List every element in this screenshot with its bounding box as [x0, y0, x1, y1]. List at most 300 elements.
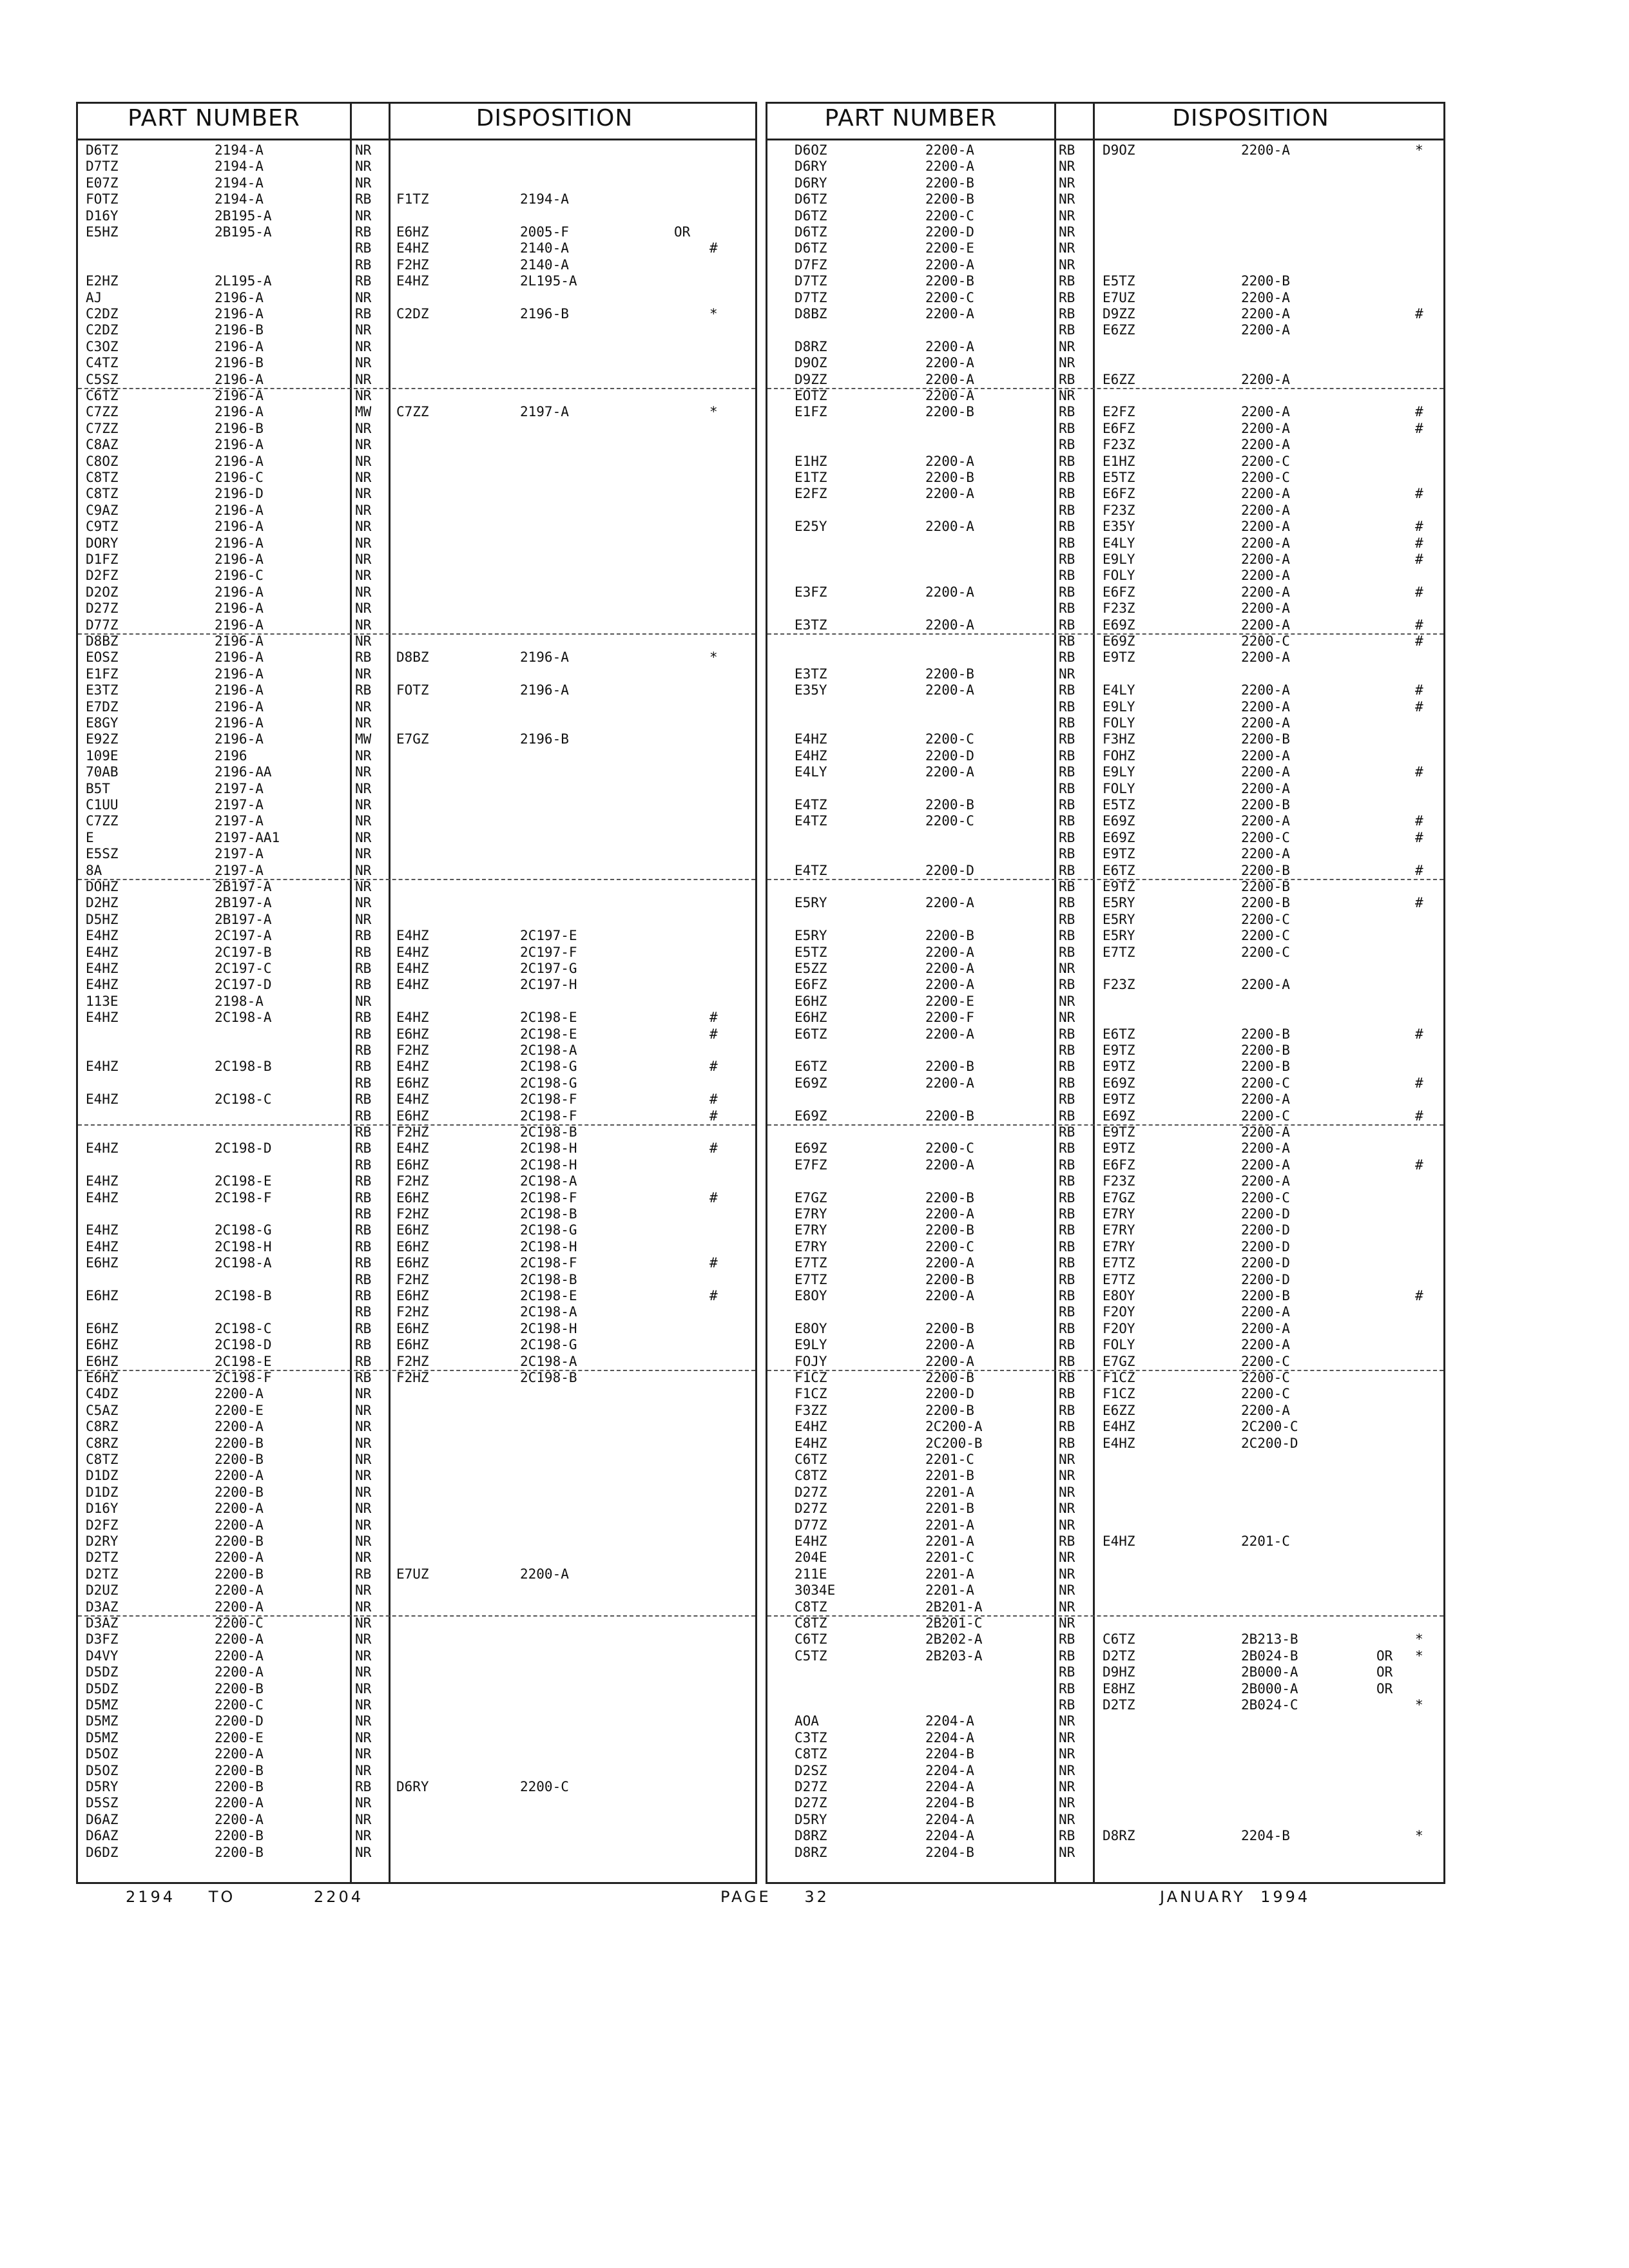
part-number: 2196-A: [215, 552, 264, 567]
disposition-code: RB: [1059, 1206, 1075, 1222]
table-row: [767, 781, 1443, 797]
page-footer-date: JANUARY 1994: [1160, 1888, 1311, 1906]
disposition-code: RB: [355, 1206, 372, 1222]
right-table: [766, 102, 1445, 1884]
replacement-number: 2200-C: [1241, 829, 1290, 845]
replacement-prefix: E6HZ: [396, 1288, 429, 1303]
disposition-code: RB: [1059, 584, 1075, 600]
part-number: 2C198-G: [215, 1222, 272, 1238]
replacement-number: 2L195-A: [520, 273, 577, 289]
replacement-number: 2B000-A: [1241, 1680, 1298, 1696]
part-number: 2C200-B: [925, 1435, 983, 1451]
part-number: 2200-A: [925, 453, 974, 469]
replacement-number: 2200-C: [1241, 470, 1290, 485]
part-number: 2200-B: [215, 1779, 264, 1794]
part-prefix: C6TZ: [86, 388, 119, 403]
disposition-code: RB: [1059, 1533, 1075, 1549]
replacement-prefix: D8BZ: [396, 649, 429, 666]
disposition-code: RB: [1059, 1124, 1075, 1140]
disposition-code: RB: [355, 224, 372, 240]
disposition-code: RB: [1059, 1288, 1075, 1303]
table-row: [78, 748, 755, 764]
replacement-number: 2C198-F: [520, 1091, 577, 1108]
part-number: 2200-A: [215, 1599, 264, 1615]
disposition-code: RB: [355, 1320, 372, 1336]
part-prefix: C3OZ: [86, 338, 119, 354]
part-number-header: PART NUMBER: [128, 105, 300, 131]
part-prefix: C8TZ: [86, 1452, 119, 1467]
disposition-code: NR: [355, 175, 372, 191]
replacement-prefix: E7GZ: [396, 731, 429, 747]
part-number: 2200-E: [215, 1402, 264, 1418]
replacement-prefix: F2HZ: [396, 1173, 429, 1189]
replacement-prefix: E7GZ: [1103, 1353, 1135, 1369]
replacement-prefix: E69Z: [1103, 829, 1135, 845]
replacement-number: 2200-A: [1241, 568, 1290, 584]
part-prefix: E4HZ: [795, 1533, 827, 1549]
part-number: 2200-D: [925, 747, 974, 764]
part-prefix: C6TZ: [795, 1631, 827, 1648]
table-row: [78, 1550, 755, 1566]
disposition-code: RB: [355, 1353, 372, 1369]
table-row: [767, 666, 1443, 682]
table-row: [767, 1436, 1443, 1452]
disposition-code: NR: [355, 1517, 372, 1533]
part-number: 2201-B: [925, 1468, 974, 1484]
disposition-code: RB: [1059, 404, 1075, 420]
replacement-prefix: E8HZ: [1103, 1680, 1135, 1696]
disposition-code: NR: [355, 470, 372, 485]
part-prefix: 113E: [86, 993, 119, 1009]
part-number: 2200-A: [925, 895, 974, 911]
disposition-code: RB: [355, 306, 372, 322]
table-row: [767, 1288, 1443, 1304]
table-row: [78, 1304, 755, 1320]
part-prefix: F1CZ: [795, 1386, 827, 1402]
part-number: 2200-B: [925, 1402, 974, 1418]
part-prefix: 211E: [795, 1566, 827, 1582]
disposition-code: RB: [1059, 1386, 1075, 1402]
part-prefix: D2RY: [86, 1533, 119, 1549]
part-prefix: E69Z: [795, 1140, 827, 1157]
replacement-prefix: E4HZ: [396, 1059, 429, 1075]
replacement-number: 2C198-F: [520, 1189, 577, 1206]
part-prefix: D5MZ: [86, 1729, 119, 1745]
part-prefix: C5SZ: [86, 371, 119, 387]
disposition-code: NR: [355, 1419, 372, 1435]
replacement-prefix: F23Z: [1103, 502, 1135, 518]
replacement-prefix: E9TZ: [1103, 1043, 1135, 1058]
disposition-code: RB: [1059, 1255, 1075, 1271]
part-number: 2B197-A: [215, 895, 272, 911]
replacement-number: 2200-A: [1241, 486, 1290, 502]
part-prefix: C8TZ: [86, 486, 119, 502]
disposition-code: NR: [355, 829, 372, 845]
disposition-code: RB: [1059, 1648, 1075, 1664]
disposition-code: NR: [355, 207, 372, 224]
part-number: 2200-A: [215, 1795, 264, 1811]
replacement-number: 2196-B: [520, 306, 569, 322]
part-prefix: D2SZ: [795, 1762, 827, 1778]
table-row: [767, 617, 1443, 633]
table-row: [767, 404, 1443, 420]
table-row: [78, 1108, 755, 1124]
disposition-code: NR: [355, 1713, 372, 1729]
table-row: [78, 895, 755, 911]
disposition-code: NR: [1059, 1484, 1075, 1500]
part-number: 2C200-A: [925, 1419, 983, 1435]
disposition-code: RB: [355, 1271, 372, 1287]
disposition-code: NR: [1059, 159, 1075, 175]
part-number: 2196-A: [215, 698, 264, 715]
part-number: 2204-A: [925, 1762, 974, 1778]
table-row: [767, 1190, 1443, 1206]
replacement-number: 2200-A: [1241, 1304, 1290, 1320]
part-number: 2194-A: [215, 175, 264, 191]
replacement-number: 2200-D: [1241, 1222, 1290, 1238]
part-prefix: E7TZ: [795, 1271, 827, 1287]
replacement-number: 2200-D: [1241, 1206, 1290, 1222]
note-mark: #: [709, 1108, 718, 1124]
part-prefix: E7RY: [795, 1222, 827, 1238]
part-number: 2200-A: [925, 519, 974, 535]
part-number: 2200-B: [925, 1222, 974, 1238]
disposition-code: NR: [355, 159, 372, 175]
part-number: 2200-B: [925, 797, 974, 812]
part-prefix: E4HZ: [86, 1222, 119, 1238]
disposition-code: NR: [1059, 175, 1075, 191]
part-number: 2B197-A: [215, 879, 272, 894]
replacement-number: 2C198-F: [520, 1108, 577, 1124]
disposition-code: RB: [1059, 1238, 1075, 1254]
table-row: [78, 1664, 755, 1680]
replacement-number: 2C198-A: [520, 1173, 577, 1189]
table-row: [767, 1599, 1443, 1615]
table-row: [767, 1370, 1443, 1386]
part-number: 2L195-A: [215, 273, 272, 289]
table-row: [78, 977, 755, 993]
table-row: [78, 372, 755, 388]
replacement-number: 2C200-C: [1241, 1419, 1298, 1435]
replacement-number: 2C198-H: [520, 1320, 577, 1336]
part-prefix: D5RY: [86, 1779, 119, 1794]
table-row: [78, 1206, 755, 1222]
disposition-code: NR: [355, 1484, 372, 1500]
replacement-prefix: E6HZ: [396, 1108, 429, 1124]
disposition-code: RB: [355, 1010, 372, 1026]
replacement-number: 2200-A: [1241, 437, 1290, 453]
part-prefix: D16Y: [86, 1501, 119, 1517]
part-number: 2196-A: [215, 338, 264, 354]
part-number: 2200-B: [925, 666, 974, 682]
part-prefix: E9LY: [795, 1337, 827, 1353]
replacement-prefix: E5RY: [1103, 911, 1135, 927]
disposition-code: RB: [1059, 1435, 1075, 1451]
disposition-code: NR: [355, 322, 372, 338]
part-number: 2196-B: [215, 420, 264, 436]
part-prefix: E8GY: [86, 715, 119, 731]
note-mark: #: [1415, 895, 1423, 911]
part-number: 2196-B: [215, 322, 264, 338]
part-prefix: E3FZ: [795, 584, 827, 600]
table-row: [767, 1321, 1443, 1337]
replacement-number: 2200-A: [1241, 1337, 1290, 1353]
disposition-code: NR: [1059, 256, 1075, 273]
part-number: 2200-A: [925, 1288, 974, 1303]
disposition-code: NR: [1059, 1762, 1075, 1778]
part-prefix: D5SZ: [86, 1795, 119, 1811]
table-row: [78, 846, 755, 862]
replacement-number: 2200-A: [1241, 584, 1290, 600]
disposition-code: RB: [1059, 420, 1075, 436]
table-row: [78, 1582, 755, 1599]
replacement-number: 2005-F: [520, 224, 569, 240]
part-prefix: E69Z: [795, 1108, 827, 1124]
table-row: [78, 1713, 755, 1729]
table-row: [78, 1173, 755, 1189]
part-prefix: C8TZ: [795, 1599, 827, 1615]
table-row: [767, 470, 1443, 486]
part-number: 2200-A: [215, 1468, 264, 1484]
table-row: [767, 1533, 1443, 1550]
disposition-code: RB: [1059, 764, 1075, 780]
replacement-number: 2200-C: [520, 1779, 569, 1794]
note-mark: #: [1415, 420, 1423, 436]
disposition-code: NR: [355, 1468, 372, 1484]
disposition-code: RB: [355, 1173, 372, 1189]
part-prefix: C4TZ: [86, 355, 119, 371]
table-row: [767, 601, 1443, 617]
table-row: [78, 486, 755, 502]
disposition-code: RB: [1059, 142, 1075, 158]
disposition-code: RB: [1059, 1370, 1075, 1385]
disposition-code: NR: [355, 780, 372, 796]
table-row: [78, 208, 755, 224]
replacement-prefix: E9TZ: [1103, 879, 1135, 894]
disposition-code: RB: [355, 1238, 372, 1254]
disposition-code: NR: [355, 502, 372, 518]
disposition-code: RB: [1059, 273, 1075, 289]
part-prefix: C3TZ: [795, 1729, 827, 1745]
replacement-number: 2200-A: [1241, 1157, 1290, 1173]
disposition-code: NR: [355, 911, 372, 927]
part-prefix: E7GZ: [795, 1189, 827, 1206]
replacement-number: 2200-D: [1241, 1271, 1290, 1287]
part-prefix: C6TZ: [795, 1452, 827, 1467]
table-row: [78, 568, 755, 584]
disposition-code: NR: [355, 617, 372, 633]
note-mark: *: [1415, 142, 1423, 158]
part-number: 2200-A: [925, 682, 974, 698]
disposition-code: NR: [355, 764, 372, 780]
replacement-number: 2200-A: [1241, 682, 1290, 698]
table-row: [767, 1648, 1443, 1664]
disposition-code: RB: [1059, 731, 1075, 747]
part-number: 2200-A: [925, 486, 974, 502]
disposition-code: RB: [1059, 371, 1075, 387]
replacement-prefix: E7GZ: [1103, 1189, 1135, 1206]
table-row: [767, 928, 1443, 944]
replacement-prefix: E7UZ: [1103, 289, 1135, 305]
table-row: [78, 1812, 755, 1828]
disposition-code: RB: [1059, 829, 1075, 845]
part-number: 2200-A: [925, 764, 974, 780]
table-row: [78, 601, 755, 617]
disposition-code: RB: [355, 928, 372, 944]
disposition-code: NR: [355, 371, 372, 387]
note-mark: #: [1415, 486, 1423, 502]
replacement-number: 2200-A: [1241, 1320, 1290, 1336]
part-number: 2196-A: [215, 535, 264, 551]
part-number: 2200-B: [925, 470, 974, 485]
part-number: 2200-C: [215, 1697, 264, 1713]
part-number: 2200-B: [215, 1762, 264, 1778]
part-number: 2196-A: [215, 502, 264, 518]
note-mark: #: [1415, 1026, 1423, 1042]
disposition-code: RB: [1059, 747, 1075, 764]
left-table-header: [78, 104, 755, 140]
part-prefix: FOTZ: [86, 191, 119, 207]
replacement-prefix: E7TZ: [1103, 944, 1135, 960]
disposition-code: NR: [355, 1402, 372, 1418]
table-row: [767, 1828, 1443, 1844]
table-row: [78, 797, 755, 813]
replacement-prefix: F2OY: [1103, 1320, 1135, 1336]
disposition-code: NR: [355, 1550, 372, 1566]
disposition-code: RB: [1059, 682, 1075, 698]
disposition-code: RB: [355, 944, 372, 960]
replacement-number: 2C198-G: [520, 1222, 577, 1238]
table-row: [767, 748, 1443, 764]
part-number: 2198-A: [215, 993, 264, 1009]
table-row: [767, 682, 1443, 698]
part-number: 2C197-A: [215, 928, 272, 944]
part-prefix: C8TZ: [86, 470, 119, 485]
part-number: 2C198-D: [215, 1140, 272, 1157]
part-number: 2196-A: [215, 519, 264, 535]
disposition-code: RB: [355, 1043, 372, 1058]
part-number: 2197-A: [215, 813, 264, 829]
disposition-code: RB: [1059, 633, 1075, 649]
note-mark: #: [709, 1255, 718, 1271]
replacement-number: 2C198-H: [520, 1157, 577, 1173]
disposition-code: RB: [355, 1304, 372, 1320]
table-row: [767, 830, 1443, 846]
part-prefix: C1UU: [86, 797, 119, 812]
table-row: [78, 1255, 755, 1271]
note-mark: #: [1415, 1108, 1423, 1124]
part-prefix: D77Z: [86, 617, 119, 633]
replacement-number: 2C198-E: [520, 1288, 577, 1303]
replacement-prefix: F23Z: [1103, 437, 1135, 453]
part-prefix: 70AB: [86, 764, 119, 780]
part-number: 2C197-C: [215, 961, 272, 976]
part-prefix: C5AZ: [86, 1402, 119, 1418]
disposition-code: NR: [355, 338, 372, 354]
replacement-number: 2C200-D: [1241, 1435, 1298, 1451]
part-prefix: E4HZ: [795, 731, 827, 747]
replacement-prefix: E4HZ: [1103, 1533, 1135, 1549]
disposition-code: RB: [1059, 1680, 1075, 1696]
part-number: 2194-A: [215, 159, 264, 175]
table-row: [78, 961, 755, 977]
table-row: [78, 1403, 755, 1419]
replacement-number: 2C197-G: [520, 961, 577, 976]
disposition-code: RB: [1059, 895, 1075, 911]
part-prefix: 3034E: [795, 1582, 836, 1599]
replacement-number: 2200-A: [1241, 1091, 1290, 1108]
replacement-prefix: F2HZ: [396, 1206, 429, 1222]
disposition-code: RB: [355, 649, 372, 666]
table-row: [767, 1550, 1443, 1566]
part-prefix: D3FZ: [86, 1631, 119, 1648]
disposition-code: RB: [1059, 780, 1075, 796]
disposition-code: NR: [355, 519, 372, 535]
part-number: 2200-C: [215, 1615, 264, 1631]
replacement-number: 2200-C: [1241, 1370, 1290, 1385]
replacement-number: 2C198-A: [520, 1304, 577, 1320]
note-mark: #: [1415, 1288, 1423, 1303]
part-prefix: E6TZ: [795, 1059, 827, 1075]
disposition-header: DISPOSITION: [1172, 105, 1329, 131]
part-number: 2C197-D: [215, 977, 272, 993]
part-number: 2197-AA1: [215, 829, 280, 845]
replacement-prefix: E6HZ: [396, 1320, 429, 1336]
part-prefix: C7ZZ: [86, 813, 119, 829]
disposition-code: NR: [355, 1582, 372, 1599]
replacement-prefix: F2OY: [1103, 1304, 1135, 1320]
part-prefix: D8BZ: [795, 306, 827, 322]
table-row: [767, 421, 1443, 437]
table-row: [78, 1436, 755, 1452]
part-number: 2C198-C: [215, 1091, 272, 1108]
disposition-code: NR: [355, 666, 372, 682]
part-prefix: C9TZ: [86, 519, 119, 535]
part-number: 2200-A: [925, 1353, 974, 1369]
disposition-code: RB: [1059, 1043, 1075, 1058]
table-row: [78, 1157, 755, 1173]
table-row: [78, 879, 755, 895]
replacement-number: 2200-A: [1241, 747, 1290, 764]
part-number: 2C198-H: [215, 1238, 272, 1254]
disposition-code: NR: [1059, 993, 1075, 1009]
table-row: [78, 421, 755, 437]
replacement-number: 2200-A: [1241, 322, 1290, 338]
part-number: 2C197-B: [215, 944, 272, 960]
part-number: 2200-F: [925, 1010, 974, 1026]
note-mark: #: [709, 1010, 718, 1026]
disposition-code: NR: [355, 437, 372, 453]
part-number: 2200-E: [925, 993, 974, 1009]
disposition-code: NR: [355, 1697, 372, 1713]
table-row: [767, 224, 1443, 240]
table-row: [767, 1255, 1443, 1271]
or-flag: OR: [674, 224, 691, 240]
table-row: [78, 1222, 755, 1238]
part-number: 2200-B: [925, 191, 974, 207]
part-prefix: E4TZ: [795, 862, 827, 878]
replacement-prefix: E69Z: [1103, 617, 1135, 633]
part-prefix: D2FZ: [86, 568, 119, 584]
disposition-code: NR: [1059, 1615, 1075, 1631]
table-row: [78, 1631, 755, 1648]
disposition-code: NR: [1059, 961, 1075, 976]
table-row: [767, 731, 1443, 747]
table-row: [767, 1615, 1443, 1631]
note-mark: #: [709, 1189, 718, 1206]
part-number: 2196-A: [215, 617, 264, 633]
replacement-prefix: E7RY: [1103, 1206, 1135, 1222]
